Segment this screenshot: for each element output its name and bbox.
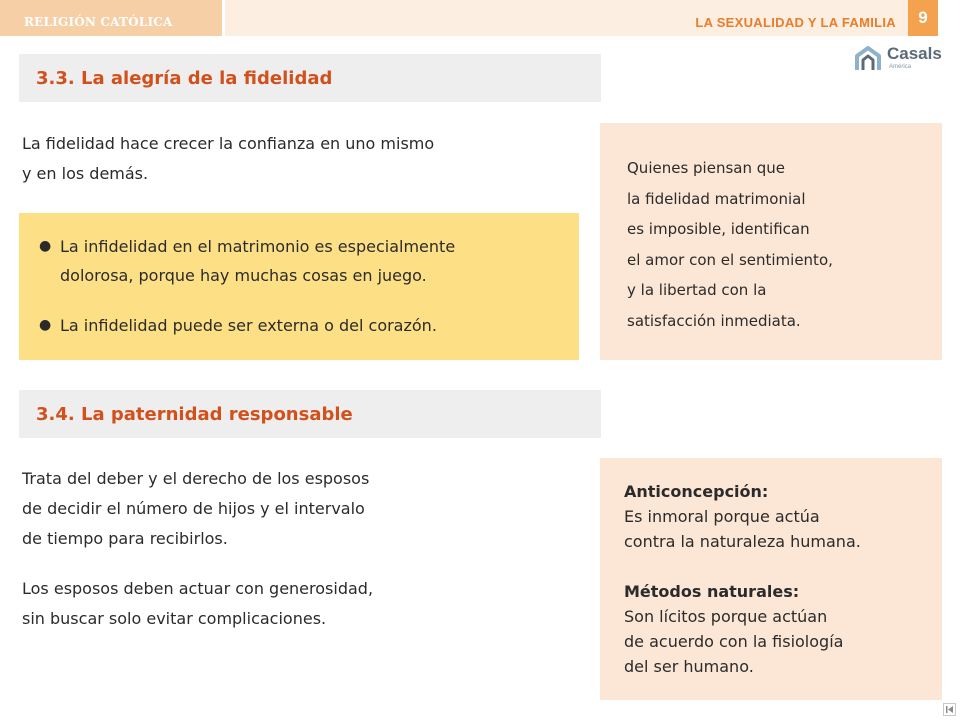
spacer — [624, 554, 861, 579]
text-line: Es inmoral porque actúa — [624, 507, 820, 526]
logo-subtitle: América — [889, 64, 912, 70]
bullet-line: dolorosa, porque hay muchas cosas en juego. — [60, 266, 427, 285]
section-title: 3.4. La paternidad responsable — [36, 404, 353, 425]
casals-logo — [854, 44, 949, 74]
text-line: Los esposos deben actuar con generosidad, — [22, 579, 374, 598]
chapter-label: LA SEXUALIDAD Y LA FAMILIA — [695, 15, 896, 30]
text-line: contra la naturaleza humana. — [624, 532, 861, 551]
text-line: sin buscar solo evitar complicaciones. — [22, 609, 327, 628]
text-line: de tiempo para recibirlos. — [22, 529, 228, 548]
bullet-line: La infidelidad puede ser externa o del corazón. — [60, 316, 437, 335]
methods-heading: Métodos naturales: — [624, 582, 800, 601]
text-line: y en los demás. — [22, 164, 149, 183]
text-line: la fidelidad matrimonial — [627, 189, 806, 208]
bullet-item — [39, 311, 437, 340]
back-button[interactable] — [943, 703, 956, 716]
infidelity-bullets-box — [19, 213, 579, 360]
section-title: 3.3. La alegría de la fidelidad — [36, 68, 333, 89]
text-line: Son lícitos porque actúan — [624, 607, 828, 626]
paternity-paragraph-1 — [22, 464, 369, 554]
logo-name: Casals — [887, 44, 942, 63]
methods-heading: Anticoncepción: — [624, 482, 769, 501]
text-line: el amor con el sentimiento, — [627, 250, 833, 269]
casals-logo-icon — [854, 45, 884, 73]
text-line: Quienes piensan que — [627, 159, 785, 177]
page-number: 9 — [908, 0, 938, 36]
side-note-text — [627, 153, 833, 336]
text-line: de acuerdo con la fisiología — [624, 632, 844, 651]
section-heading-paternidad — [19, 390, 601, 438]
text-line: satisfacción inmediata. — [627, 311, 801, 330]
skip-back-icon — [944, 704, 955, 715]
fidelity-side-note — [600, 123, 942, 360]
header-chapter-bar — [225, 0, 908, 36]
methods-side-box — [600, 458, 942, 700]
paternity-paragraph-2 — [22, 574, 373, 634]
text-line: Trata del deber y el derecho de los esposos — [22, 469, 370, 488]
bullet-dot-icon: ● — [39, 238, 52, 254]
text-line: y la libertad con la — [627, 281, 767, 299]
section-heading-fidelidad — [19, 54, 601, 102]
bullet-line: La infidelidad en el matrimonio es especialmente — [60, 237, 456, 256]
fidelity-intro — [22, 129, 434, 189]
bullet-item — [39, 232, 455, 290]
header-subject-bar — [0, 0, 222, 36]
subject-label: RELIGIÓN CATÓLICA — [24, 15, 173, 29]
text-line: es imposible, identifican — [627, 220, 810, 238]
methods-text — [624, 479, 861, 679]
text-line: del ser humano. — [624, 657, 754, 676]
text-line: de decidir el número de hijos y el intervalo — [22, 499, 365, 518]
text-line: La fidelidad hace crecer la confianza en uno mismo — [22, 134, 435, 153]
bullet-dot-icon: ● — [39, 317, 52, 333]
